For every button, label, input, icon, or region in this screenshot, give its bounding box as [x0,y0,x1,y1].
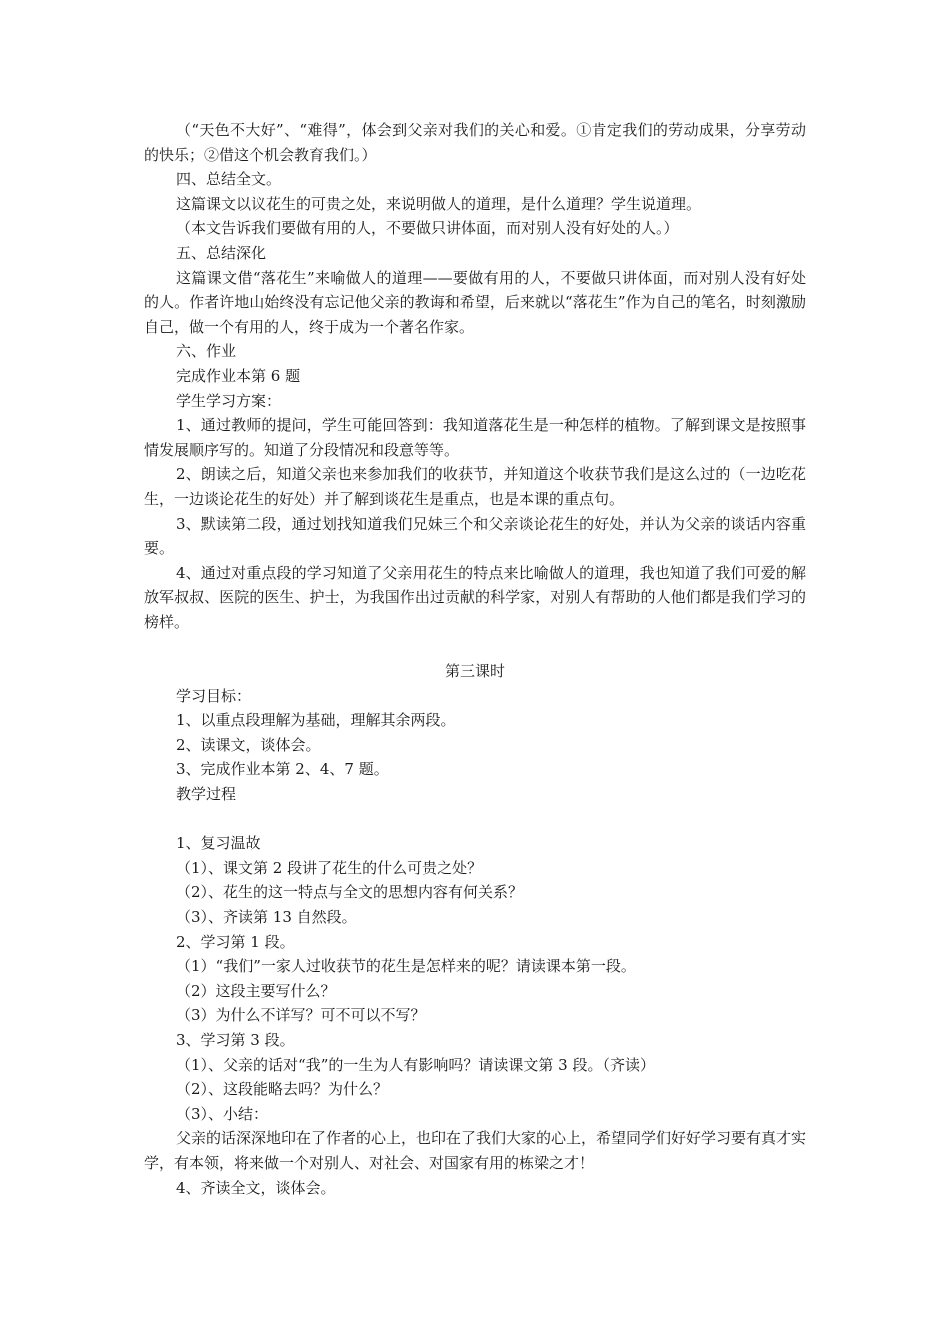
paragraph-deepen: 这篇课文借“落花生”来喻做人的道理——要做有用的人，不要做只讲体面，而对别人没有好处的人。作者许地山始终没有忘记他父亲的教诲和希望，后来就以“落花生”作为自己的笔名，时刻激励自己，做一个有用的人，终于成为一个著名作家。 [144,268,806,336]
plan-item-4: 4、通过对重点段的学习知道了父亲用花生的特点来比喻做人的道理，我也知道了我们可爱的解放军叔叔、医院的医生、护士，为我国作出过贡献的科学家，对别人有帮助的人他们都是我们学习的榜样。 [144,563,806,631]
step-2: 2、学习第 1 段。 [176,932,295,951]
plan-item-3: 3、默读第二段，通过划找知道我们兄妹三个和父亲谈论花生的好处，并认为父亲的谈话内容重要。 [144,514,806,558]
goal-item-1: 1、以重点段理解为基础，理解其余两段。 [176,711,456,730]
document-body [144,118,806,1200]
paragraph-lesson-meaning: 这篇课文以议花生的可贵之处，来说明做人的道理，是什么道理？学生说道理。 [176,194,702,213]
step-3-sub-3: （3）、小结： [176,1104,269,1123]
goal-item-3: 3、完成作业本第 2、4、7 题。 [176,760,389,779]
heading-student-plan: 学生学习方案： [176,391,282,410]
step-1-sub-2: （2）、花生的这一特点与全文的思想内容有何关系？ [176,883,524,902]
spacer [144,807,806,832]
heading-summary: 四、总结全文。 [176,170,282,189]
step-3-sub-2: （2）、这段能略去吗？为什么？ [176,1080,389,1099]
heading-goals: 学习目标： [176,686,252,705]
paragraph-father-care: （“天色不大好”、“难得”，体会到父亲对我们的关心和爱。①肯定我们的劳动成果，分享劳动的快乐；②借这个机会教育我们。） [144,121,806,164]
spacer [144,634,806,659]
step-3-sub-1: （1）、父亲的话对“我”的一生为人有影响吗？请读课文第 3 段。（齐读） [176,1055,655,1074]
section-title: 第三课时 [444,662,505,681]
paragraph-homework: 完成作业本第 6 题 [176,366,301,385]
paragraph-lesson-answer: （本文告诉我们要做有用的人，不要做只讲体面，而对别人没有好处的人。） [176,219,679,238]
step-2-sub-3: （3）为什么不详写？可不可以不写？ [176,1006,426,1025]
plan-item-1: 1、通过教师的提问，学生可能回答到：我知道落花生是一种怎样的植物。了解到课文是按照事情发展顺序写的。知道了分段情况和段意等等。 [144,416,806,459]
step-1-sub-1: （1）、课文第 2 段讲了花生的什么可贵之处？ [176,858,483,877]
step-2-sub-2: （2）这段主要写什么？ [176,981,336,1000]
heading-process: 教学过程 [176,785,237,804]
heading-homework: 六、作业 [176,342,237,361]
step-4: 4、齐读全文，谈体会。 [176,1178,336,1197]
step-1: 1、复习温故 [176,834,261,853]
heading-deepen: 五、总结深化 [176,243,267,262]
step-1-sub-3: （3）、齐读第 13 自然段。 [176,908,357,926]
goal-item-2: 2、读课文，谈体会。 [176,735,321,754]
plan-item-2: 2、朗读之后，知道父亲也来参加我们的收获节，并知道这个收获节我们是这么过的（一边吃花生，一边谈论花生的好处）并了解到谈花生是重点，也是本课的重点句。 [144,465,806,508]
step-3: 3、学习第 3 段。 [176,1030,295,1049]
step-2-sub-1: （1）“我们”一家人过收获节的花生是怎样来的呢？请读课本第一段。 [176,957,636,976]
paragraph-summary: 父亲的话深深地印在了作者的心上，也印在了我们大家的心上，希望同学们好好学习要有真才实学，有本领，将来做一个对别人、对社会、对国家有用的栋梁之才！ [144,1129,807,1172]
